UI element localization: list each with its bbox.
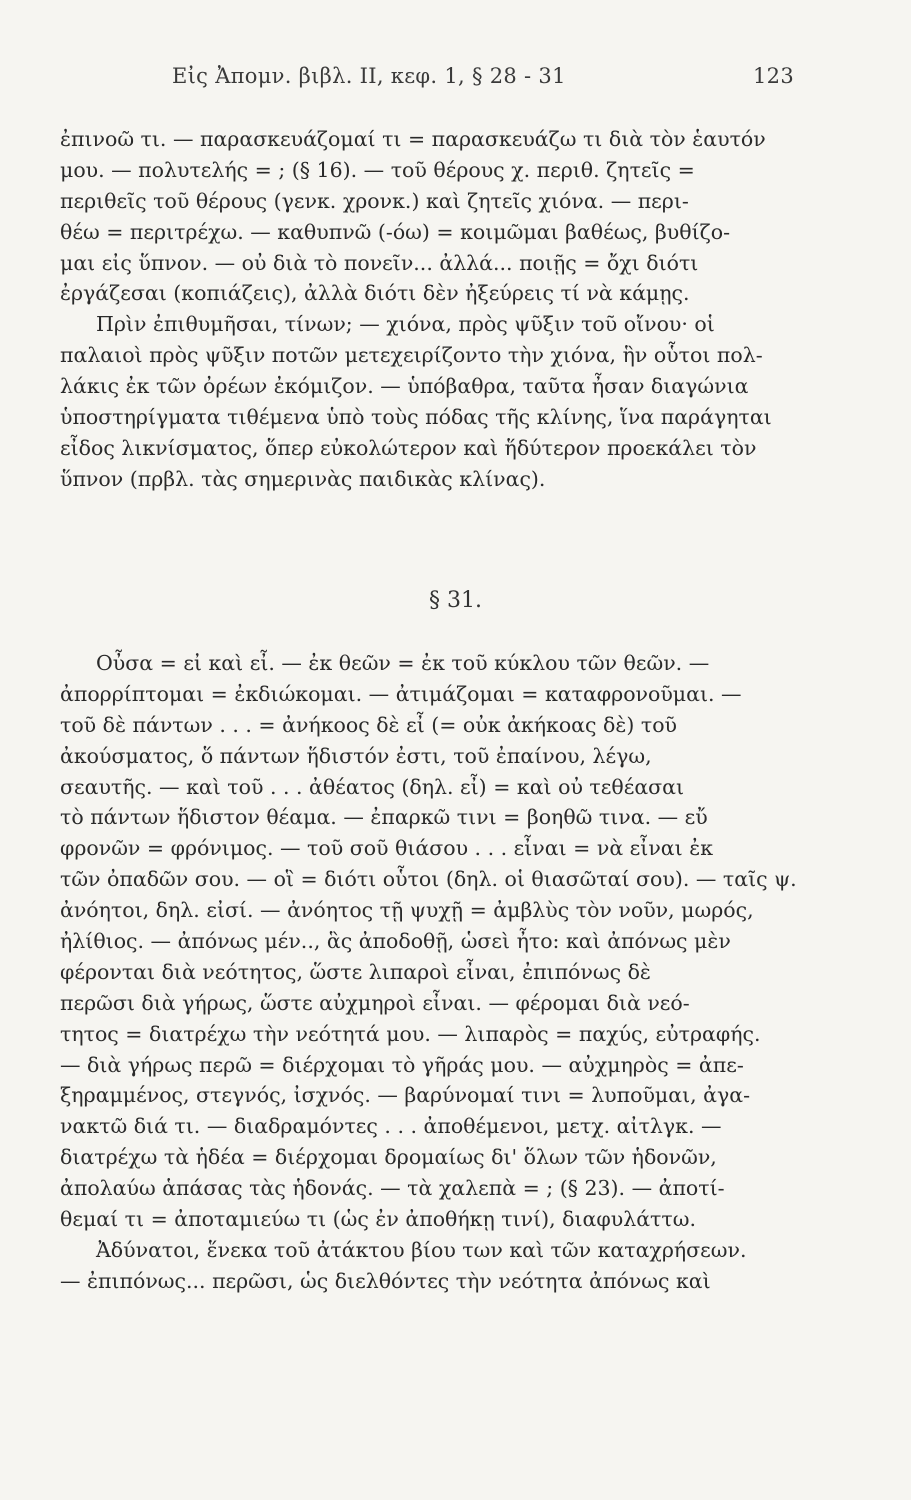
text-line: θεμαί τι = ἀποταμιεύω τι (ὡς ἐν ἀποθήκῃ τινί), διαφυλάττω. <box>60 1207 696 1232</box>
text-line: σεαυτῆς. — καὶ τοῦ . . . ἀθέατος (δηλ. εἶ) = καὶ οὐ τεθέασαι <box>60 774 685 799</box>
text-line: ἀκούσματος, ὅ πάντων ἥδιστόν ἐστι, τοῦ ἐπαίνου, λέγω, <box>60 743 652 768</box>
text-line: τὸ πάντων ἥδιστον θέαμα. — ἐπαρκῶ τινι = βοηθῶ τινα. — εὔ <box>60 805 708 830</box>
page-number: 123 <box>753 64 794 88</box>
text-line: τητος = διατρέχω τὴν νεότητά μου. — λιπαρὸς = παχύς, εὐτραφής. <box>60 1021 761 1046</box>
text-line: ἐργάζεσαι (κοπιάζεις), ἀλλὰ διότι δὲν ἠξεύρεις τί νὰ κάμῃς. <box>60 281 690 306</box>
text-line: τοῦ δὲ πάντων . . . = ἀνήκοος δὲ εἶ (= οὐκ ἀκήκοας δὲ) τοῦ <box>60 712 678 737</box>
text-line: λάκις ἐκ τῶν ὀρέων ἐκόμιζον. — ὑπόβαθρα, ταῦτα ἦσαν διαγώνια <box>60 374 749 399</box>
text-line: παλαιοὶ πρὸς ψῦξιν ποτῶν μετεχειρίζοντο τὴν χιόνα, ἣν οὗτοι πολ- <box>60 343 763 368</box>
text-line: Πρὶν ἐπιθυμῆσαι, τίνων; — χιόνα, πρὸς ψῦξιν τοῦ οἴνου· οἱ <box>96 312 715 337</box>
text-line: ἀνόητοι, δηλ. εἰσί. — ἀνόητος τῇ ψυχῇ = ἀμβλὺς τὸν νοῦν, μωρός, <box>60 898 754 923</box>
running-header <box>172 64 794 88</box>
text-line: ἀπορρίπτομαι = ἐκδιώκομαι. — ἀτιμάζομαι = καταφρονοῦμαι. — <box>60 681 742 706</box>
text-line: φέρονται διὰ νεότητος, ὥστε λιπαροὶ εἶναι, ἐπιπόνως δὲ <box>60 959 651 984</box>
text-line: διατρέχω τὰ ἡδέα = διέρχομαι δρομαίως δι' ὅλων τῶν ἡδονῶν, <box>60 1145 717 1170</box>
text-line: ἐπινοῶ τι. — παρασκευάζομαί τι = παρασκευάζω τι διὰ τὸν ἑαυτόν <box>60 127 766 151</box>
text-line: περῶσι διὰ γήρως, ὥστε αὐχμηροὶ εἶναι. — φέρομαι διὰ νεό- <box>60 990 690 1015</box>
text-line: ξηραμμένος, στεγνός, ἰσχνός. — βαρύνομαί τινι = λυποῦμαι, ἀγα- <box>60 1083 751 1108</box>
text-line: ἀπολαύω ἁπάσας τὰς ἡδονάς. — τὰ χαλεπὰ = ; (§ 23). — ἀποτί- <box>60 1176 725 1201</box>
text-line: περιθεῖς τοῦ θέρους (γενκ. χρονκ.) καὶ ζητεῖς χιόνα. — περι- <box>60 188 689 213</box>
text-line: μαι εἰς ὕπνον. — οὐ διὰ τὸ πονεῖν... ἀλλά... ποιῇς = ὄχι διότι <box>60 250 699 275</box>
commentary-block-top <box>60 124 798 495</box>
text-line: ὑποστηρίγματα τιθέμενα ὑπὸ τοὺς πόδας τῆς κλίνης, ἵνα παράγηται <box>60 405 772 430</box>
text-line: φρονῶν = φρόνιμος. — τοῦ σοῦ θιάσου . . . εἶναι = νὰ εἶναι ἐκ <box>60 836 714 861</box>
text-line: μου. — πολυτελής = ; (§ 16). — τοῦ θέρους χ. περιθ. ζητεῖς = <box>60 157 695 182</box>
text-line: τῶν ὀπαδῶν σου. — οἳ = διότι οὗτοι (δηλ. οἱ θιασῶταί σου). — ταῖς ψ. <box>60 867 797 892</box>
text-line: — ἐπιπόνως... περῶσι, ὡς διελθόντες τὴν νεότητα ἀπόνως καὶ <box>60 1268 711 1293</box>
commentary-block-section-31 <box>60 648 798 1297</box>
text-line: Οὖσα = εἰ καὶ εἶ. — ἐκ θεῶν = ἐκ τοῦ κύκλου τῶν θεῶν. — <box>96 651 710 675</box>
text-line: νακτῶ διά τι. — διαδραμόντες . . . ἀποθέμενοι, μετχ. αἰτλγκ. — <box>60 1114 722 1139</box>
text-line: — διὰ γήρως περῶ = διέρχομαι τὸ γῆράς μου. — αὐχμηρὸς = ἀπε- <box>60 1052 744 1077</box>
text-line: ὕπνον (πρβλ. τὰς σημερινὰς παιδικὰς κλίνας). <box>60 466 546 491</box>
running-title: Εἰς Ἀπομν. βιβλ. II, κεφ. 1, § 28 - 31 <box>172 64 566 88</box>
text-line: ἠλίθιος. — ἀπόνως μέν.., ἃς ἀποδοθῇ, ὡσεὶ ἦτο: καὶ ἀπόνως μὲν <box>60 929 731 954</box>
text-line: θέω = περιτρέχω. — καθυπνῶ (-όω) = κοιμῶμαι βαθέως, βυθίζο- <box>60 219 731 244</box>
text-line: εἶδος λικνίσματος, ὅπερ εὐκολώτερον καὶ ἥδύτερον προεκάλει τὸν <box>60 435 757 460</box>
text-line: Ἀδύνατοι, ἕνεκα τοῦ ἀτάκτου βίου των καὶ τῶν καταχρήσεων. <box>96 1237 747 1262</box>
section-heading: § 31. <box>429 588 482 613</box>
